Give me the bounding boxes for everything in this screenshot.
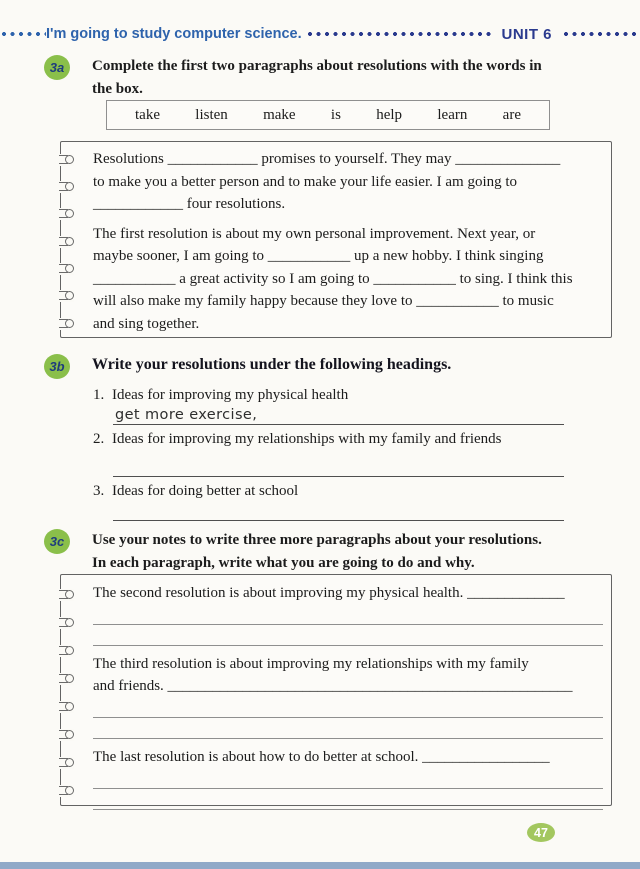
text-line: Complete the first two paragraphs about resolutions with the words in (92, 58, 542, 74)
list-item (93, 429, 596, 477)
lesson-title: I'm going to study computer science. (46, 26, 302, 42)
text-line: The last resolution is about how to do better at school. _________________ (93, 749, 550, 765)
exercise-3b (44, 354, 596, 525)
text-line: and friends. ______________________________________________________ (93, 678, 573, 694)
unit-label: UNIT 6 (501, 25, 552, 43)
word-bank-item: is (330, 106, 341, 123)
word-bank-box (106, 100, 550, 130)
item-label: Ideas for improving my physical health (112, 387, 349, 403)
list-item (93, 481, 596, 521)
page-number-badge: 47 (527, 823, 555, 842)
text-line: will also make my family happy because they love to ___________ to music (93, 293, 554, 309)
page-header (0, 25, 640, 43)
list-item (93, 385, 596, 425)
item-label: Ideas for improving my relationships with my family and friends (112, 431, 502, 447)
spiral-ring-icon (59, 318, 74, 330)
answer-line (113, 502, 564, 521)
spiral-ring-icon (59, 236, 74, 248)
line-gap (93, 739, 603, 746)
writing-paragraphs (61, 575, 611, 810)
ruled-line (93, 768, 603, 789)
spiral-ring-icon (59, 757, 74, 769)
spiral-ring-icon (59, 785, 74, 797)
text-line: ___________ a great activity so I am going to ___________ to sing. I think this (93, 270, 573, 287)
spiral-ring-icon (59, 181, 74, 193)
ruled-line (93, 697, 603, 718)
word-bank-item: make (263, 106, 296, 123)
ruled-line (93, 789, 603, 810)
word-bank-item: help (376, 106, 403, 123)
text-line: The first resolution is about my own personal improvement. Next year, or (93, 225, 536, 242)
spiral-ring-icon (59, 729, 74, 741)
spiral-ring-icon (59, 154, 74, 166)
header-dots-left (0, 31, 46, 37)
word-bank-item: are (502, 106, 521, 123)
headings-list (93, 385, 596, 521)
item-number: 3. (93, 483, 105, 499)
spiral-ring-icon (59, 589, 74, 601)
text-line: In each paragraph, write what you are going to do and why. (92, 554, 475, 571)
exercise-badge-3c: 3c (44, 529, 70, 554)
item-label: Ideas for doing better at school (112, 483, 299, 499)
exercise-3a-instruction (92, 55, 597, 100)
header-dots-middle (306, 31, 494, 37)
spiral-ring-icon (59, 673, 74, 685)
exercise-3c-instruction (92, 529, 597, 574)
exercise-3b-instruction: Write your resolutions under the following headings. (92, 356, 452, 373)
answer-line: get more exercise, (113, 406, 564, 425)
word-bank-item: listen (195, 106, 228, 123)
line-gap (93, 216, 603, 223)
header-dots-right (562, 31, 640, 37)
text-line: and sing together. (93, 315, 200, 332)
text-line: ____________ four resolutions. (93, 196, 286, 212)
spiral-ring-icon (59, 208, 74, 220)
spiral-ring-icon (59, 263, 74, 275)
text-line: maybe sooner, I am going to ___________ up a new hobby. I think singing (93, 248, 544, 264)
ruled-line (93, 625, 603, 646)
line-gap (93, 646, 603, 653)
notebook-box-3c (60, 574, 612, 806)
item-number: 1. (93, 387, 105, 403)
spiral-ring-icon (59, 645, 74, 657)
text-line: The second resolution is about improving my physical health. _____________ (93, 585, 565, 601)
text-line: The third resolution is about improving my relationships with my family (93, 656, 529, 672)
text-line: the box. (92, 80, 143, 97)
footer-bar (0, 862, 640, 869)
text-line: to make you a better person and to make your life easier. I am going to (93, 173, 518, 190)
word-bank-item: take (135, 106, 160, 123)
spiral-ring-icon (59, 701, 74, 713)
word-bank-item: learn (437, 106, 468, 123)
spiral-ring-icon (59, 617, 74, 629)
notebook-box-3a (60, 141, 612, 338)
fill-in-paragraphs (61, 142, 611, 335)
answer-line (113, 458, 564, 477)
text-line: Use your notes to write three more paragraphs about your resolutions. (92, 532, 542, 548)
item-number: 2. (93, 431, 105, 447)
ruled-line (93, 604, 603, 625)
exercise-badge-3a: 3a (44, 55, 70, 80)
ruled-line (93, 718, 603, 739)
exercise-badge-3b: 3b (44, 354, 70, 379)
spiral-ring-icon (59, 290, 74, 302)
text-line: Resolutions ____________ promises to yourself. They may ______________ (93, 151, 561, 167)
